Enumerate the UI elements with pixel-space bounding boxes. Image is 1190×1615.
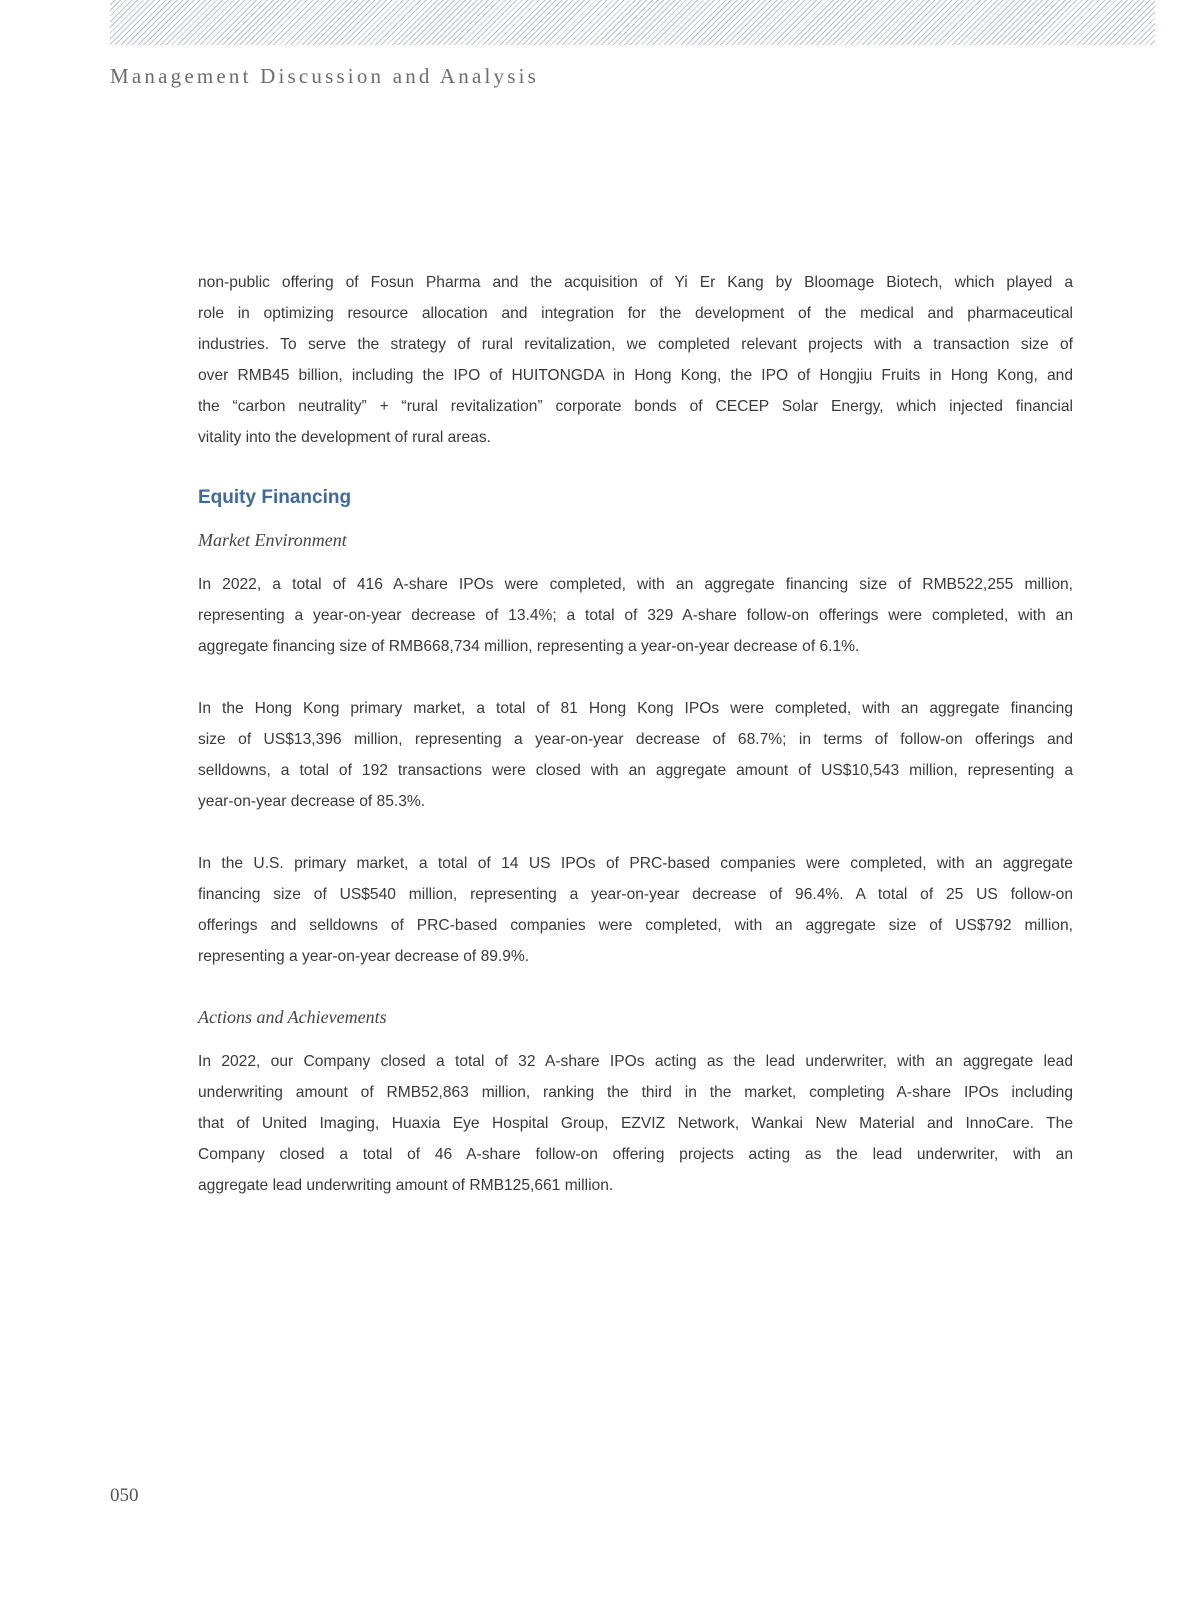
text-line: aggregate lead underwriting amount of RMB125,661 million. xyxy=(198,1177,614,1194)
text-line: Company closed a total of 46 A-share follow-on offering projects acting as the lead underwriter, with an xyxy=(198,1146,1073,1163)
subheading-actions: Actions and Achievements xyxy=(198,1007,387,1027)
text-line: over RMB45 billion, including the IPO of HUITONGDA in Hong Kong, the IPO of Hongjiu Fruits in Hong Kong, and xyxy=(198,367,1073,384)
text-line: year-on-year decrease of 85.3%. xyxy=(198,793,426,810)
paragraph-hong-kong xyxy=(198,693,1073,817)
text-line: selldowns, a total of 192 transactions were closed with an aggregate amount of US$10,543 million, representing a xyxy=(198,762,1073,779)
text-line: In 2022, a total of 416 A-share IPOs were completed, with an aggregate financing size of RMB522,255 million, xyxy=(198,576,1073,593)
text-line: industries. To serve the strategy of rural revitalization, we completed relevant projects with a transaction size of xyxy=(198,336,1073,353)
text-line: In 2022, our Company closed a total of 32 A-share IPOs acting as the lead underwriter, with an aggregate lead xyxy=(198,1053,1073,1070)
paragraph-achievements xyxy=(198,1046,1073,1201)
text-line: underwriting amount of RMB52,863 million, ranking the third in the market, completing A-share IPOs including xyxy=(198,1084,1073,1101)
header-stripe-band xyxy=(110,0,1155,45)
text-line: representing a year-on-year decrease of 13.4%; a total of 329 A-share follow-on offerings were completed, with an xyxy=(198,607,1073,624)
text-line: that of United Imaging, Huaxia Eye Hospital Group, EZVIZ Network, Wankai New Material and InnoCare. The xyxy=(198,1115,1073,1132)
page-number: 050 xyxy=(110,1485,139,1506)
text-line: non-public offering of Fosun Pharma and the acquisition of Yi Er Kang by Bloomage Biotech, which played a xyxy=(198,274,1073,291)
section-heading: Equity Financing xyxy=(198,487,352,508)
text-line: representing a year-on-year decrease of 89.9%. xyxy=(198,948,530,965)
text-line: In the Hong Kong primary market, a total of 81 Hong Kong IPOs were completed, with an aggregate financing xyxy=(198,700,1073,717)
running-title: Management Discussion and Analysis xyxy=(110,64,540,88)
paragraph-intro xyxy=(198,267,1073,453)
text-line: size of US$13,396 million, representing a year-on-year decrease of 68.7%; in terms of follow-on offerings and xyxy=(198,731,1073,748)
text-line: aggregate financing size of RMB668,734 million, representing a year-on-year decrease of 6.1%. xyxy=(198,638,860,655)
text-line: offerings and selldowns of PRC-based companies were completed, with an aggregate size of US$792 million, xyxy=(198,917,1073,934)
text-line: financing size of US$540 million, representing a year-on-year decrease of 96.4%. A total of 25 US follow-on xyxy=(198,886,1073,903)
text-line: In the U.S. primary market, a total of 14 US IPOs of PRC-based companies were completed, with an aggregate xyxy=(198,855,1073,872)
paragraph-us xyxy=(198,848,1073,972)
text-line: role in optimizing resource allocation and integration for the development of the medical and pharmaceutical xyxy=(198,305,1073,322)
paragraph-a-share xyxy=(198,569,1073,662)
text-line: the “carbon neutrality” + “rural revitalization” corporate bonds of CECEP Solar Energy, which injected financial xyxy=(198,398,1073,415)
text-line: vitality into the development of rural areas. xyxy=(198,429,491,446)
subheading-market-environment: Market Environment xyxy=(198,530,347,550)
